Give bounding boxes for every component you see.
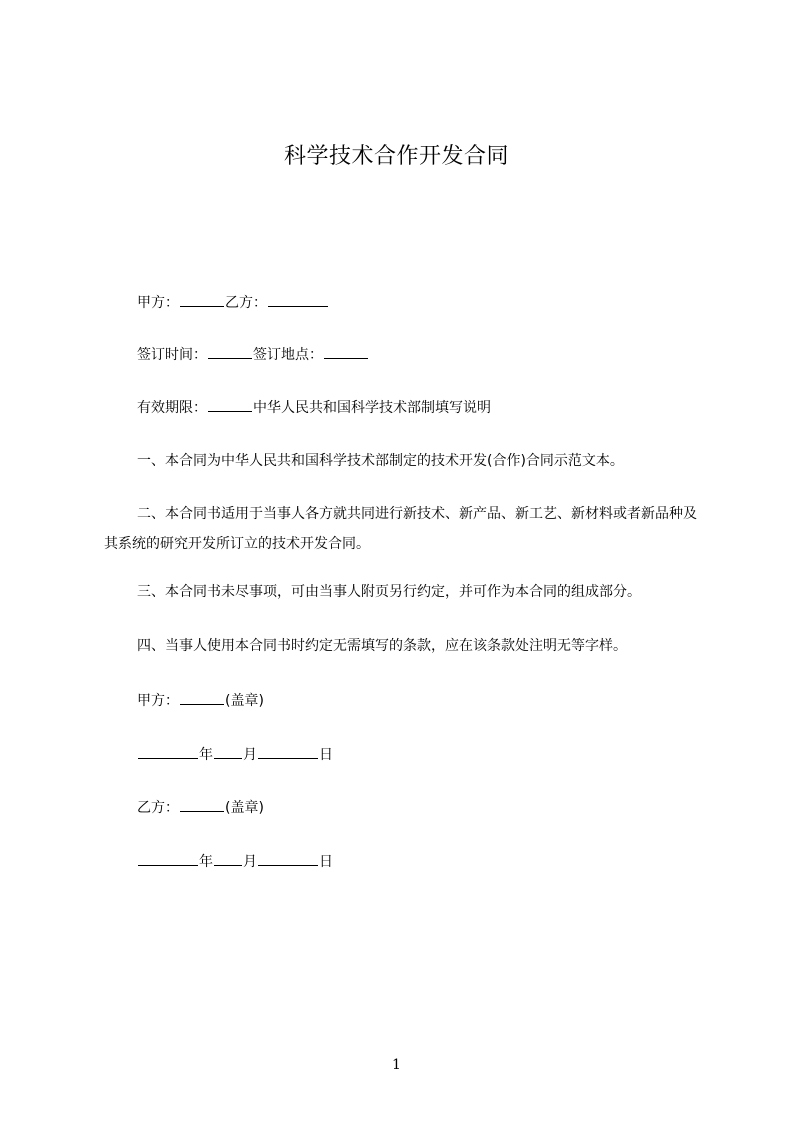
sign-place-blank <box>324 344 368 359</box>
clause-2: 二、本合同书适用于当事人各方就共同进行新技术、新产品、新工艺、新材料或者新品种及其系统的研究开发所订立的技术开发合同。 <box>104 506 697 552</box>
party-b-label: 乙方： <box>225 295 267 311</box>
clause-1: 一、本合同为中华人民共和国科学技术部制定的技术开发(合作)合同示范文本。 <box>137 453 624 469</box>
date-a-year-blank <box>138 744 198 759</box>
party-b-blank <box>268 292 328 307</box>
date-b-day: 日 <box>319 854 333 870</box>
clause-3: 三、本合同书未尽事项，可由当事人附页另行约定，并可作为本合同的组成部分。 <box>137 584 641 600</box>
validity-line <box>137 397 491 418</box>
signature-a-seal: (盖章) <box>225 693 264 709</box>
date-b-day-blank <box>258 851 318 866</box>
sign-time-blank <box>208 344 252 359</box>
date-a-day-blank <box>258 744 318 759</box>
signature-a <box>137 690 264 711</box>
date-b-year-blank <box>138 851 198 866</box>
validity-blank <box>208 397 252 412</box>
page-number: 1 <box>392 1057 401 1073</box>
clause-4: 四、当事人使用本合同书时约定无需填写的条款，应在该条款处注明无等字样。 <box>137 638 627 654</box>
date-a <box>137 744 333 765</box>
signature-b-label: 乙方： <box>137 800 179 816</box>
signature-a-blank <box>180 690 224 705</box>
date-b-month: 月 <box>243 854 257 870</box>
signature-a-label: 甲方： <box>137 693 179 709</box>
party-a-label: 甲方： <box>137 295 179 311</box>
date-a-month: 月 <box>243 747 257 763</box>
date-a-day: 日 <box>319 747 333 763</box>
date-b-month-blank <box>214 851 242 866</box>
signature-b-seal: (盖章) <box>225 800 264 816</box>
document-title: 科学技术合作开发合同 <box>283 144 509 169</box>
date-b <box>137 851 333 872</box>
signature-b-blank <box>180 797 224 812</box>
sign-time-label: 签订时间： <box>137 347 207 363</box>
date-a-month-blank <box>214 744 242 759</box>
party-a-blank <box>180 292 224 307</box>
date-b-year: 年 <box>199 854 213 870</box>
date-a-year: 年 <box>199 747 213 763</box>
party-line <box>137 292 329 313</box>
sign-line <box>137 344 369 365</box>
issuer-note: 中华人民共和国科学技术部制填写说明 <box>253 400 491 416</box>
validity-label: 有效期限： <box>137 400 207 416</box>
signature-b <box>137 797 264 818</box>
sign-place-label: 签订地点： <box>253 347 323 363</box>
